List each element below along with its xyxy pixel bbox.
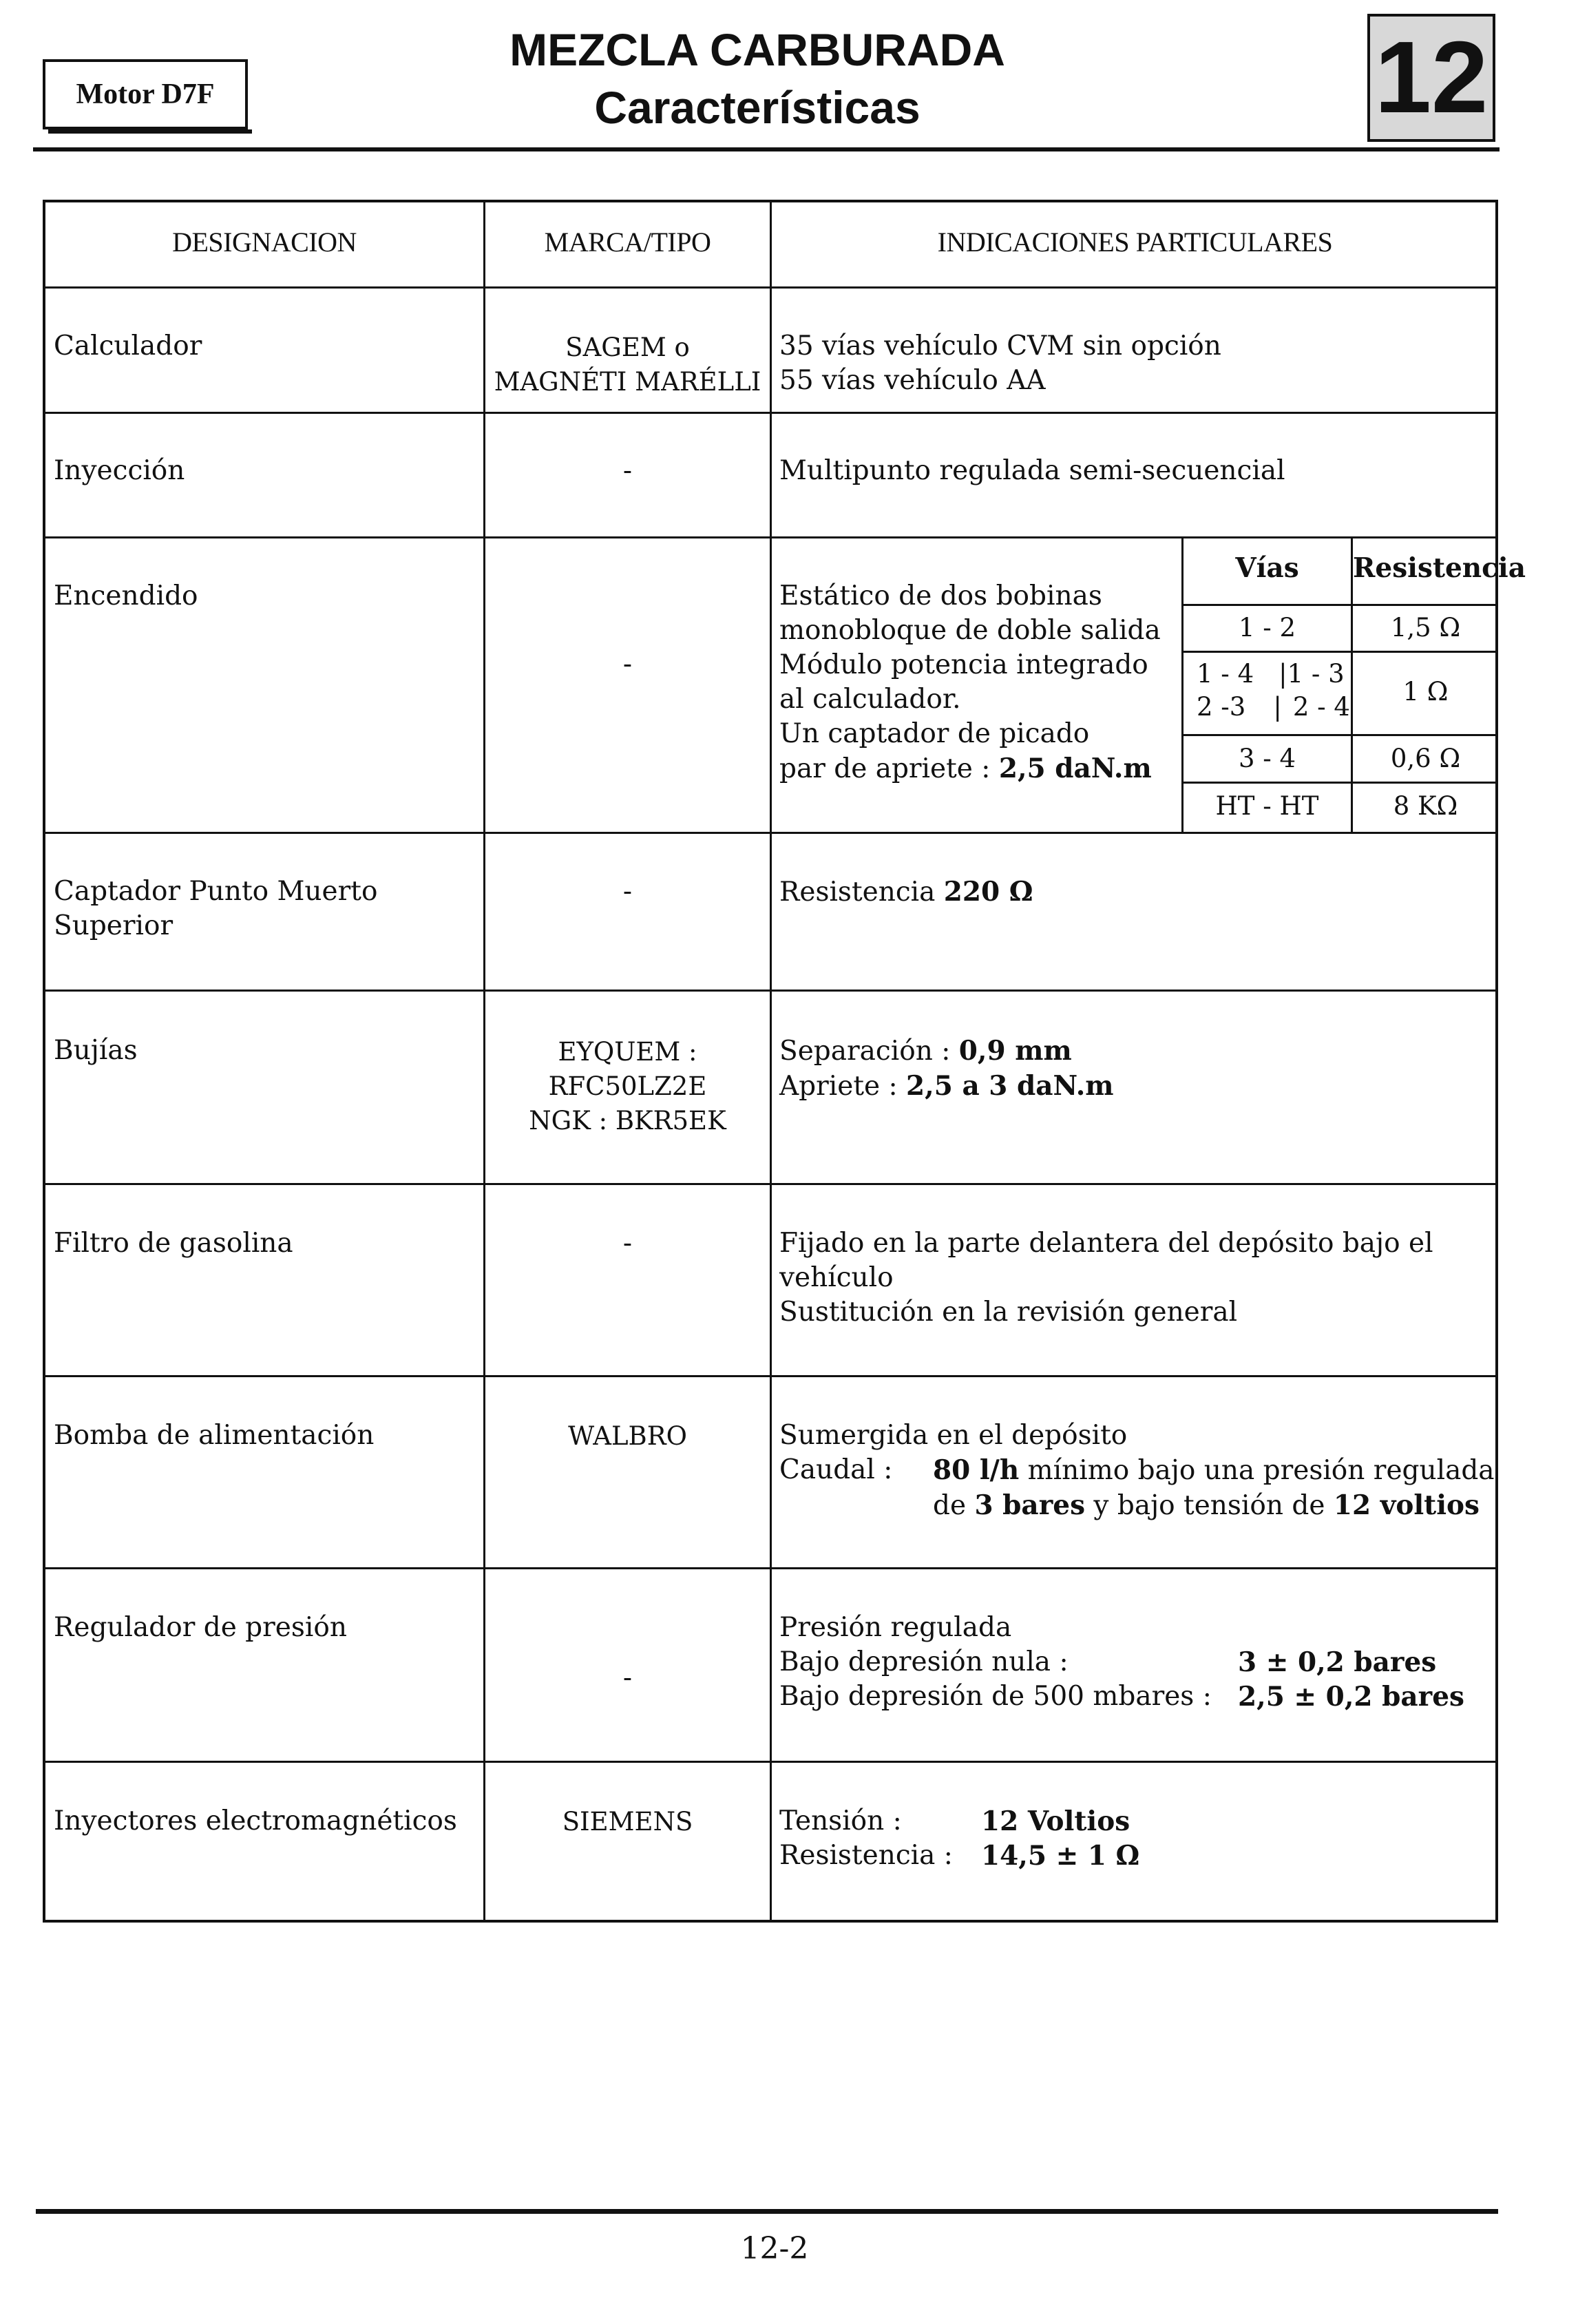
title-line-1: MEZCLA CARBURADA	[509, 24, 1005, 75]
column-divider	[770, 200, 772, 1923]
caudal-label: Caudal :	[779, 1454, 893, 1485]
row-divider	[43, 1183, 1498, 1185]
row-divider	[43, 1567, 1498, 1569]
designacion-regulador: Regulador de presión	[54, 1612, 347, 1643]
subtable-header-vias: Vías	[1235, 552, 1299, 584]
designacion-bomba: Bomba de alimentación	[54, 1420, 375, 1451]
column-header-designacion: DESIGNACION	[172, 227, 357, 258]
marca-encendido: -	[622, 649, 633, 680]
subtable-vias: 1 - 4 |1 - 3 2 -3 | 2 - 4	[1197, 659, 1350, 722]
marca-inyeccion: -	[622, 455, 633, 486]
header-divider	[33, 147, 1500, 151]
subtable-res: 0,6 Ω	[1390, 744, 1461, 773]
marca-bujias: EYQUEM : RFC50LZ2E NGK : BKR5EK	[529, 1037, 726, 1135]
row-divider	[43, 1375, 1498, 1377]
title-line-2: Características	[594, 82, 920, 133]
inyectores-values: 12 Voltios 14,5 ± 1 Ω	[981, 1805, 1140, 1872]
row-divider	[43, 832, 1498, 834]
marca-captador: -	[622, 876, 633, 907]
column-header-indicaciones: INDICACIONES PARTICULARES	[937, 227, 1333, 258]
indicaciones-captador: Resistencia 220 Ω	[779, 876, 1033, 908]
designacion-inyeccion: Inyección	[54, 455, 185, 486]
indicaciones-regulador: Presión regulada Bajo depresión nula : Bajo depresión de 500 mbares :	[779, 1612, 1212, 1712]
indicaciones-bujias: Separación : 0,9 mm Apriete : 2,5 a 3 daN.m	[779, 1035, 1114, 1102]
indicaciones-encendido: Estático de dos bobinas monobloque de doble salida Módulo potencia integrado al calculador. Un captador de picado par de apriete : 2,5 daN.m	[779, 580, 1161, 784]
regulador-values: 3 ± 0,2 bares 2,5 ± 0,2 bares	[1238, 1646, 1464, 1713]
subtable-vias: HT - HT	[1215, 791, 1319, 821]
designacion-inyectores: Inyectores electromagnéticos	[54, 1805, 457, 1836]
subtable-header-resistencia: Resistencia	[1353, 552, 1526, 584]
inyectores-labels: Tensión : Resistencia :	[779, 1805, 953, 1871]
page-number: 12-2	[740, 2231, 809, 2266]
marca-inyectores: SIEMENS	[562, 1807, 693, 1836]
torque-value: 2,5 daN.m	[998, 753, 1152, 784]
subtable-row-divider	[1181, 604, 1498, 606]
subtable-row-divider	[1181, 734, 1498, 736]
indicaciones-filtro: Fijado en la parte delantera del depósito bajo el vehículo Sustitución en la revisión general	[779, 1228, 1433, 1328]
subtable-res: 1 Ω	[1402, 677, 1449, 706]
indicaciones-bomba: Sumergida en el depósito	[779, 1420, 1128, 1451]
subtable-res: 8 KΩ	[1393, 791, 1458, 821]
row-divider	[43, 536, 1498, 538]
subtable-vias: 3 - 4	[1238, 744, 1296, 773]
subtable-row-divider	[1181, 782, 1498, 784]
marca-calculador: SAGEM o MAGNÉTI MARÉLLI	[494, 333, 761, 397]
designacion-calculador: Calculador	[54, 331, 202, 362]
marca-filtro: -	[622, 1228, 633, 1259]
column-header-marca: MARCA/TIPO	[544, 227, 711, 258]
indicaciones-inyeccion: Multipunto regulada semi-secuencial	[779, 455, 1285, 486]
indicaciones-calculador: 35 vías vehículo CVM sin opción 55 vías vehículo AA	[779, 331, 1221, 396]
marca-bomba: WALBRO	[568, 1421, 687, 1451]
engine-label: Motor D7F	[43, 59, 248, 129]
row-divider	[43, 1761, 1498, 1763]
subtable-res: 1,5 Ω	[1390, 613, 1461, 642]
designacion-captador: Captador Punto Muerto Superior	[54, 876, 378, 941]
designacion-encendido: Encendido	[54, 580, 198, 611]
designacion-bujias: Bujías	[54, 1035, 138, 1066]
row-divider	[43, 286, 1498, 289]
designacion-filtro: Filtro de gasolina	[54, 1228, 293, 1259]
marca-regulador: -	[622, 1662, 633, 1693]
subtable-vias: 1 - 2	[1238, 613, 1296, 642]
row-divider	[43, 412, 1498, 414]
caudal-detail: 80 l/h mínimo bajo una presión regulada de 3 bares y bajo tensión de 12 voltios	[933, 1454, 1495, 1521]
subtable-row-divider	[1181, 651, 1498, 653]
chapter-number: 12	[1367, 14, 1495, 142]
row-divider	[43, 990, 1498, 992]
page-title	[413, 21, 1102, 136]
footer-divider	[36, 2209, 1498, 2214]
